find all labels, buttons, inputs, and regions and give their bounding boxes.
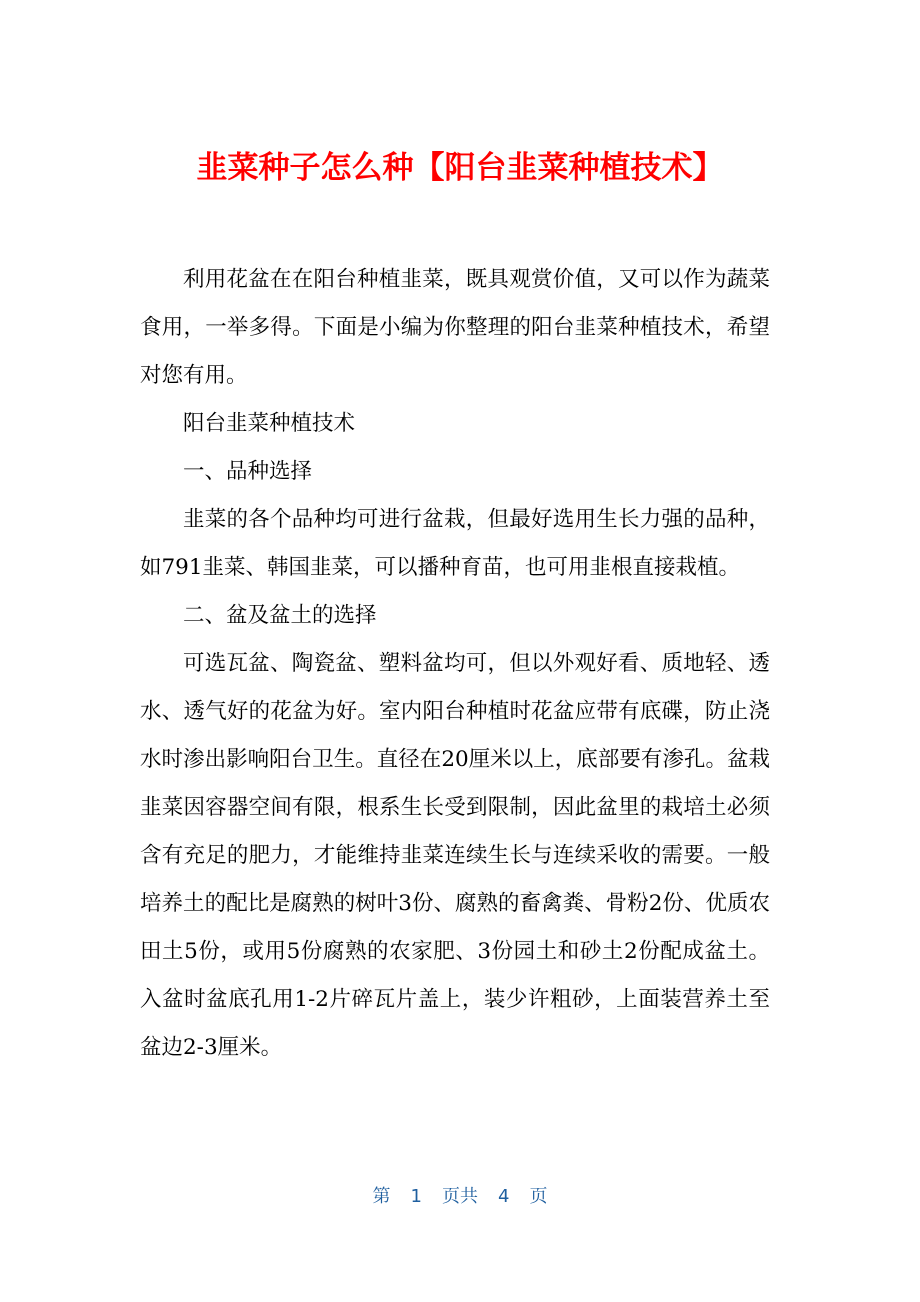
page-footer <box>0 1182 920 1212</box>
section-heading: 阳台韭菜种植技术 <box>183 411 356 436</box>
pot-soil-paragraph: 可选瓦盆、陶瓷盆、塑料盆均可，但以外观好看、质地轻、透水、透气好的花盆为好。室内阳台种植时花盆应带有底碟，防止浇水时渗出影响阳台卫生。直径在20厘米以上，底部要有渗孔。盆栽韭菜因容器空间有限，根系生长受到限制，因此盆里的栽培土必须含有充足的肥力，才能维持韭菜连续生长与连续采收的需要。一般培养土的配比是腐熟的树叶3份、腐熟的畜禽粪、骨粉2份、优质农田土5份，或用5份腐熟的农家肥、3份园土和砂土2份配成盆土。入盆时盆底孔用1-2片碎瓦片盖上，装少许粗砂，上面装营养土至盆边2-3厘米。 <box>140 651 770 1060</box>
footer-middle: 页共 <box>442 1186 478 1207</box>
document-body <box>140 256 770 1072</box>
footer-total-pages: 4 <box>498 1186 510 1207</box>
subsection-heading-pot-soil: 二、盆及盆土的选择 <box>183 603 377 628</box>
footer-prefix: 第 <box>372 1186 391 1207</box>
document-title: 韭菜种子怎么种【阳台韭菜种植技术】 <box>196 150 724 186</box>
variety-paragraph: 韭菜的各个品种均可进行盆栽，但最好选用生长力强的品种，如791韭菜、韩国韭菜，可以播种育苗，也可用韭根直接栽植。 <box>140 507 770 580</box>
footer-current-page: 1 <box>410 1186 422 1207</box>
intro-paragraph: 利用花盆在在阳台种植韭菜，既具观赏价值，又可以作为蔬菜食用，一举多得。下面是小编为你整理的阳台韭菜种植技术，希望对您有用。 <box>140 267 770 388</box>
footer-suffix: 页 <box>529 1186 548 1207</box>
subsection-heading-variety: 一、品种选择 <box>183 459 313 484</box>
